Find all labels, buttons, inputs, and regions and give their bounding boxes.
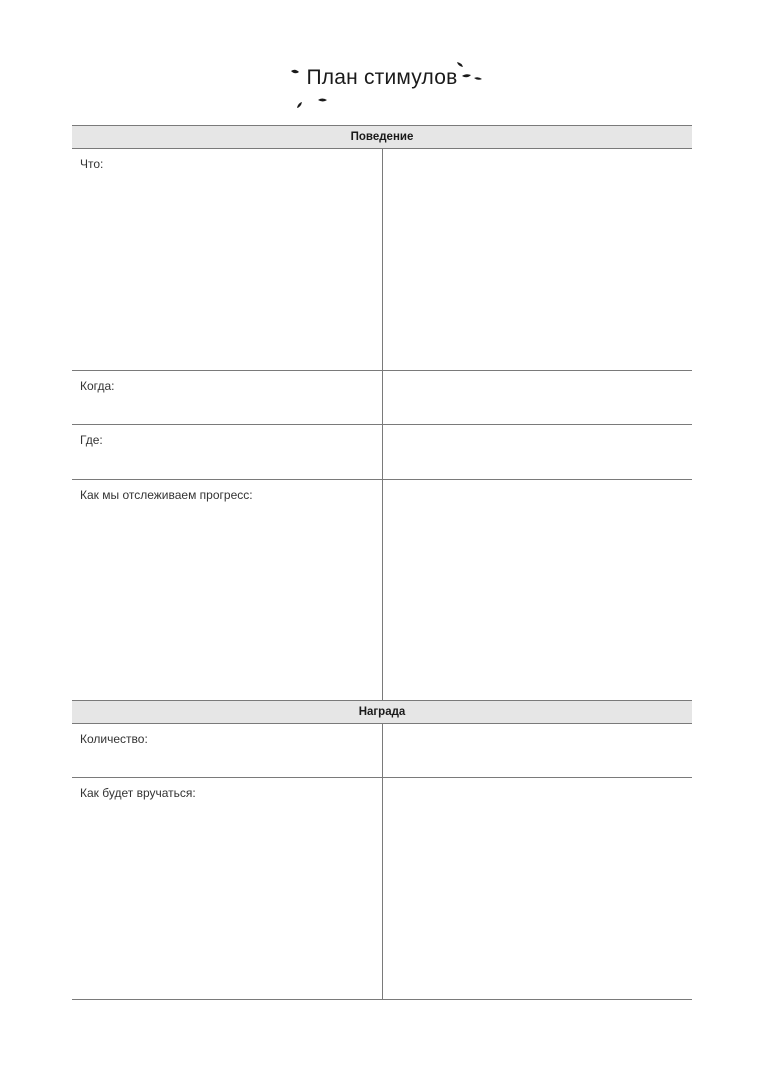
where-label: Где:: [80, 433, 103, 447]
progress-label-cell: [72, 480, 382, 701]
reward-section-header: Награда: [72, 701, 692, 724]
delivery-field[interactable]: [382, 778, 692, 1000]
when-field[interactable]: [382, 371, 692, 425]
progress-field[interactable]: [382, 480, 692, 701]
title-block: [0, 52, 764, 122]
where-label-cell: [72, 425, 382, 480]
page-title: План стимулов: [306, 66, 458, 89]
incentive-plan-form: [72, 125, 692, 1000]
amount-field[interactable]: [382, 724, 692, 778]
amount-label-cell: [72, 724, 382, 778]
delivery-label: Как будет вручаться:: [80, 786, 196, 800]
what-label: Что:: [80, 157, 104, 171]
when-label-cell: [72, 371, 382, 425]
amount-label: Количество:: [80, 732, 148, 746]
what-label-cell: [72, 149, 382, 371]
progress-label: Как мы отслеживаем прогресс:: [80, 488, 253, 502]
what-field[interactable]: [382, 149, 692, 371]
delivery-label-cell: [72, 778, 382, 1000]
when-label: Когда:: [80, 379, 115, 393]
behavior-section-header: Поведение: [72, 126, 692, 149]
where-field[interactable]: [382, 425, 692, 480]
